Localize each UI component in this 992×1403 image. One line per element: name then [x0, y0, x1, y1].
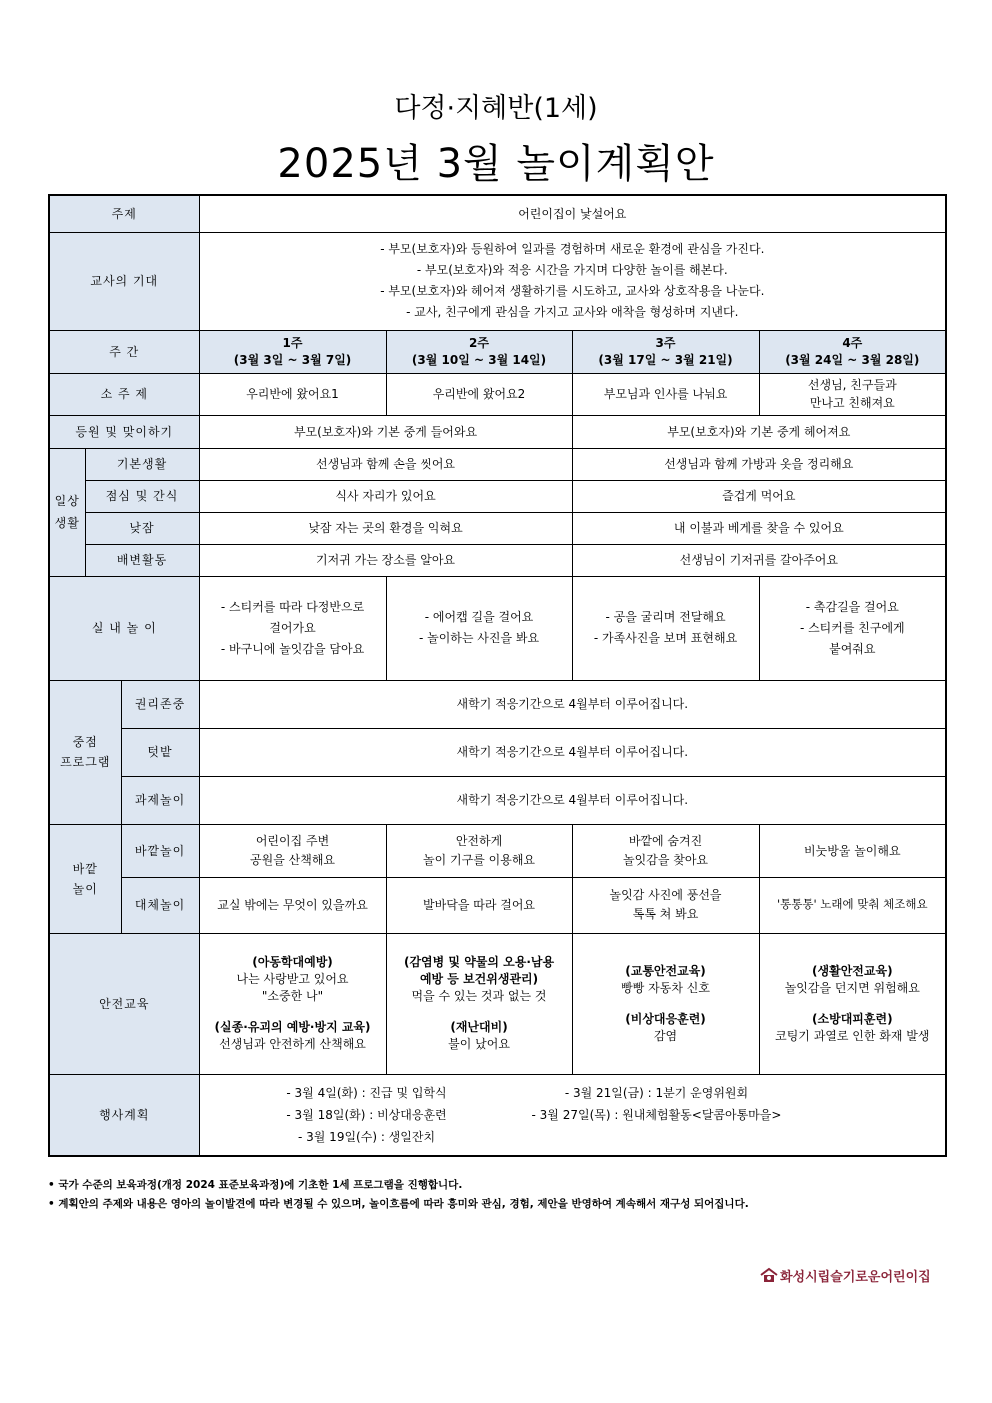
subtheme-label: 소 주 제	[49, 373, 199, 415]
indoor-play-label: 실 내 놀 이	[49, 576, 199, 680]
indoor-week-4: - 촉감길을 걸어요 - 스티커를 친구에게 붙여줘요	[759, 576, 946, 680]
focus-row-value: 새학기 적응기간으로 4월부터 이루어집니다.	[199, 776, 946, 824]
focus-row	[49, 776, 946, 824]
alt-play-label: 대체놀이	[121, 877, 199, 933]
focus-row-label: 텃밭	[121, 728, 199, 776]
daily-second-half: 내 이불과 베게를 찾을 수 있어요	[572, 512, 946, 544]
theme-value: 어린이집이 낯설어요	[199, 195, 946, 232]
alt-play-row	[49, 877, 946, 933]
events-row	[49, 1074, 946, 1156]
outdoor-week-2: 안전하게 놀이 기구를 이용해요	[386, 824, 572, 877]
daily-row-label: 낮잠	[85, 512, 199, 544]
arrival-second-half: 부모(보호자)와 기본 중게 헤어져요	[572, 415, 946, 448]
focus-row-value: 새학기 적응기간으로 4월부터 이루어집니다.	[199, 728, 946, 776]
indoor-week-3: - 공을 굴리며 전달해요 - 가족사진을 보며 표현해요	[572, 576, 759, 680]
daily-row	[49, 480, 946, 512]
daily-second-half: 선생님과 함께 가방과 옷을 정리해요	[572, 448, 946, 480]
indoor-week-1: - 스티커를 따라 다정반으로 걸어가요 - 바구니에 놀잇감을 담아요	[199, 576, 386, 680]
daily-first-half: 선생님과 함께 손을 씻어요	[199, 448, 572, 480]
play-plan-table	[48, 194, 947, 1157]
week-2-header: 2주 (3월 10일 ~ 3월 14일)	[386, 330, 572, 373]
arrival-row	[49, 415, 946, 448]
alt-week-2: 발바닥을 따라 걸어요	[386, 877, 572, 933]
event-item: - 3월 27일(목) : 원내체험활동<달콤아통마을>	[531, 1107, 782, 1122]
footnote: • 계획안의 주제와 내용은 영아의 놀이발견에 따라 변경될 수 있으며, 놀이흐름에 따라 흥미와 관심, 경험, 제안을 반영하여 계속해서 재구성 되어집니다.	[48, 1198, 749, 1210]
indoor-play-row	[49, 576, 946, 680]
daycare-logo-icon	[760, 1267, 778, 1283]
subtheme-week-1: 우리반에 왔어요1	[199, 373, 386, 415]
daily-first-half: 식사 자리가 있어요	[199, 480, 572, 512]
daily-row-label: 배변활동	[85, 544, 199, 576]
subtheme-week-2: 우리반에 왔어요2	[386, 373, 572, 415]
subtheme-week-4: 선생님, 친구들과 만나고 친해져요	[759, 373, 946, 415]
events-label: 행사계획	[49, 1074, 199, 1156]
alt-week-1: 교실 밖에는 무엇이 있을까요	[199, 877, 386, 933]
expectation-item: - 부모(보호자)와 적응 시간을 가지며 다양한 놀이를 해본다.	[416, 263, 728, 277]
outdoor-week-4: 비눗방울 놀이해요	[759, 824, 946, 877]
focus-row-value: 새학기 적응기간으로 4월부터 이루어집니다.	[199, 680, 946, 728]
daily-row	[49, 448, 946, 480]
footnote: • 국가 수준의 보육과정(개정 2024 표준보육과정)에 기초한 1세 프로그램을 진행합니다.	[48, 1179, 463, 1191]
daily-row-label: 기본생활	[85, 448, 199, 480]
theme-label: 주제	[49, 195, 199, 232]
daily-first-half: 기저귀 가는 장소를 알아요	[199, 544, 572, 576]
daycare-logo	[760, 1264, 950, 1286]
event-item: - 3월 4일(화) : 진급 및 입학식	[286, 1085, 447, 1100]
indoor-week-2: - 에어캡 길을 걸어요 - 놀이하는 사진을 봐요	[386, 576, 572, 680]
week-4-header: 4주 (3월 24일 ~ 3월 28일)	[759, 330, 946, 373]
week-3-header: 3주 (3월 17일 ~ 3월 21일)	[572, 330, 759, 373]
outdoor-row	[49, 824, 946, 877]
arrival-label: 등원 및 맞이하기	[49, 415, 199, 448]
outdoor-week-3: 바깥에 숨겨진 놀잇감을 찾아요	[572, 824, 759, 877]
daycare-name: 화성시립슬기로운어린이집	[780, 1269, 931, 1285]
safety-week-2: (감염병 및 약물의 오용·남용 예방 등 보건위생관리) 먹을 수 있는 것과 없는 것 (재난대비) 불이 났어요	[386, 933, 572, 1074]
daily-second-half: 즐겁게 먹어요	[572, 480, 946, 512]
arrival-first-half: 부모(보호자)와 기본 중게 들어와요	[199, 415, 572, 448]
weeks-label: 주 간	[49, 330, 199, 373]
focus-program-label: 중점 프로그램	[49, 680, 121, 824]
theme-row	[49, 195, 946, 232]
outdoor-week-1: 어린이집 주변 공원을 산책해요	[199, 824, 386, 877]
events-list	[199, 1074, 946, 1156]
daily-first-half: 낮잠 자는 곳의 환경을 익혀요	[199, 512, 572, 544]
safety-week-1: (아동학대예방) 나는 사랑받고 있어요 "소중한 나" (실종·유괴의 예방·방지 교육) 선생님과 안전하게 산책해요	[199, 933, 386, 1074]
safety-row	[49, 933, 946, 1074]
expectation-label: 교사의 기대	[49, 232, 199, 330]
safety-label: 안전교육	[49, 933, 199, 1074]
daily-second-half: 선생님이 기저귀를 갈아주어요	[572, 544, 946, 576]
expectation-item: - 교사, 친구에게 관심을 가지고 교사와 애착을 형성하며 지낸다.	[406, 305, 739, 319]
daily-life-label: 일상 생활	[49, 448, 85, 576]
alt-week-3: 놀잇감 사진에 풍선을 톡톡 쳐 봐요	[572, 877, 759, 933]
event-item: - 3월 21일(금) : 1분기 운영위원회	[564, 1085, 749, 1100]
subtheme-row	[49, 373, 946, 415]
week-1-header: 1주 (3월 3일 ~ 3월 7일)	[199, 330, 386, 373]
safety-week-3: (교통안전교육) 빵빵 자동차 신호 (비상대응훈련) 감염	[572, 933, 759, 1074]
footnotes	[48, 1176, 948, 1214]
daily-row	[49, 544, 946, 576]
expectation-item: - 부모(보호자)와 등원하여 일과를 경험하며 새로운 환경에 관심을 가진다.	[380, 242, 765, 256]
daily-row-label: 점심 및 간식	[85, 480, 199, 512]
alt-week-4: '통통통' 노래에 맞춰 체조해요	[759, 877, 946, 933]
focus-row	[49, 728, 946, 776]
focus-row-label: 과제놀이	[121, 776, 199, 824]
focus-row-label: 권리존중	[121, 680, 199, 728]
focus-row	[49, 680, 946, 728]
outdoor-group-label: 바깥 놀이	[49, 824, 121, 933]
expectation-row	[49, 232, 946, 330]
weeks-row	[49, 330, 946, 373]
expectation-item: - 부모(보호자)와 헤어져 생활하기를 시도하고, 교사와 상호작용을 나눈다.	[380, 284, 765, 298]
class-name: 다정·지혜반(1세)	[394, 93, 598, 124]
subtheme-week-3: 부모님과 인사를 나눠요	[572, 373, 759, 415]
safety-week-4: (생활안전교육) 놀잇감을 던지면 위험해요 (소방대피훈련) 코팅기 과열로 인한 화재 발생	[759, 933, 946, 1074]
expectation-list	[199, 232, 946, 330]
outdoor-label: 바깥놀이	[121, 824, 199, 877]
event-item: - 3월 19일(수) : 생일잔치	[298, 1129, 436, 1144]
daily-row	[49, 512, 946, 544]
page-title: 2025년 3월 놀이계획안	[277, 141, 715, 187]
event-item: - 3월 18일(화) : 비상대응훈련	[286, 1107, 447, 1122]
